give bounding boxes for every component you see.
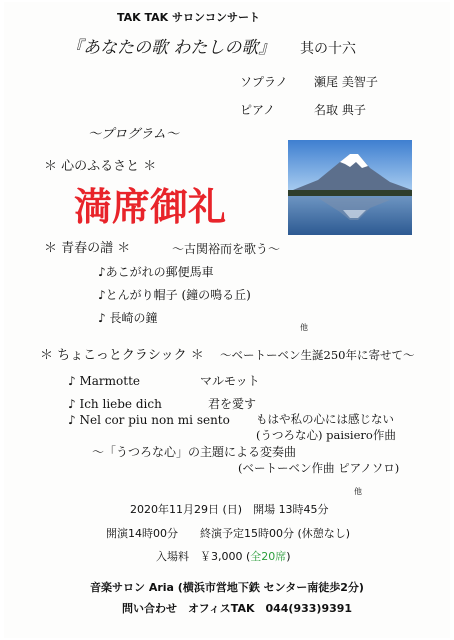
piano-name: 名取 典子 bbox=[314, 103, 366, 117]
section-classic-title: ＊ ちょこっとクラシック ＊ bbox=[40, 348, 204, 363]
song-translation: 君を愛す bbox=[208, 397, 257, 411]
section-kokoro-title: ＊ 心のふるさと ＊ bbox=[44, 159, 157, 174]
section-seishun-subtitle: ～古関裕而を歌う～ bbox=[172, 242, 281, 256]
song-item: ♪ Ich liebe dich bbox=[68, 397, 162, 411]
song-item: ♪あこがれの郵便馬車 bbox=[98, 265, 214, 279]
song-translation: マルモット bbox=[200, 374, 260, 388]
concert-title: 『あなたの歌 わたしの歌』 bbox=[66, 38, 276, 58]
concert-edition: 其の十六 bbox=[300, 41, 356, 57]
etc-mark: 他 bbox=[354, 487, 362, 496]
venue-line: 音楽サロン Aria (横浜市営地下鉄 センター南徒歩2分) bbox=[90, 581, 364, 594]
sold-out-stamp: 満席御礼 bbox=[74, 185, 227, 229]
song-translation: もはや私の心には感じない bbox=[256, 412, 394, 426]
mount-fuji-photo bbox=[288, 140, 412, 235]
song-item: ♪とんがり帽子 (鐘の鳴る丘) bbox=[98, 288, 251, 302]
fee-label: 入場料 ￥3,000 ( bbox=[156, 550, 251, 563]
song-composer-note: (うつろな心) paisiero作曲 bbox=[256, 428, 396, 442]
flyer-page bbox=[4, 2, 450, 638]
fee-close: ) bbox=[286, 550, 291, 563]
song-item: ♪ 長崎の鐘 bbox=[98, 311, 158, 325]
variation-title: ～「うつろな心」の主題による変奏曲 bbox=[92, 445, 297, 459]
etc-mark: 他 bbox=[300, 323, 308, 332]
contact-line: 問い合わせ オフィスTAK 044(933)9391 bbox=[122, 602, 353, 615]
seat-count: 全20席 bbox=[250, 550, 287, 563]
section-seishun-title: ＊ 青春の譜 ＊ bbox=[44, 241, 131, 256]
soprano-name: 瀬尾 美智子 bbox=[314, 75, 378, 89]
fee-line bbox=[156, 551, 291, 562]
soprano-role: ソプラノ bbox=[240, 75, 288, 89]
time-line: 開演14時00分 終演予定15時00分 (休憩なし) bbox=[106, 527, 351, 540]
section-classic-subtitle: ～ベートーベン生誕250年に寄せて～ bbox=[220, 348, 415, 362]
date-line: 2020年11月29日 (日) 開場 13時45分 bbox=[130, 503, 329, 516]
variation-note: (ベートーベン作曲 ピアノソロ) bbox=[238, 461, 400, 475]
piano-role: ピアノ bbox=[240, 103, 276, 117]
series-title: TAK TAK サロンコンサート bbox=[117, 11, 261, 24]
song-item: ♪ Marmotte bbox=[68, 374, 140, 388]
program-heading: ～プログラム～ bbox=[88, 127, 179, 142]
song-item: ♪ Nel cor piu non mi sento bbox=[68, 413, 230, 427]
